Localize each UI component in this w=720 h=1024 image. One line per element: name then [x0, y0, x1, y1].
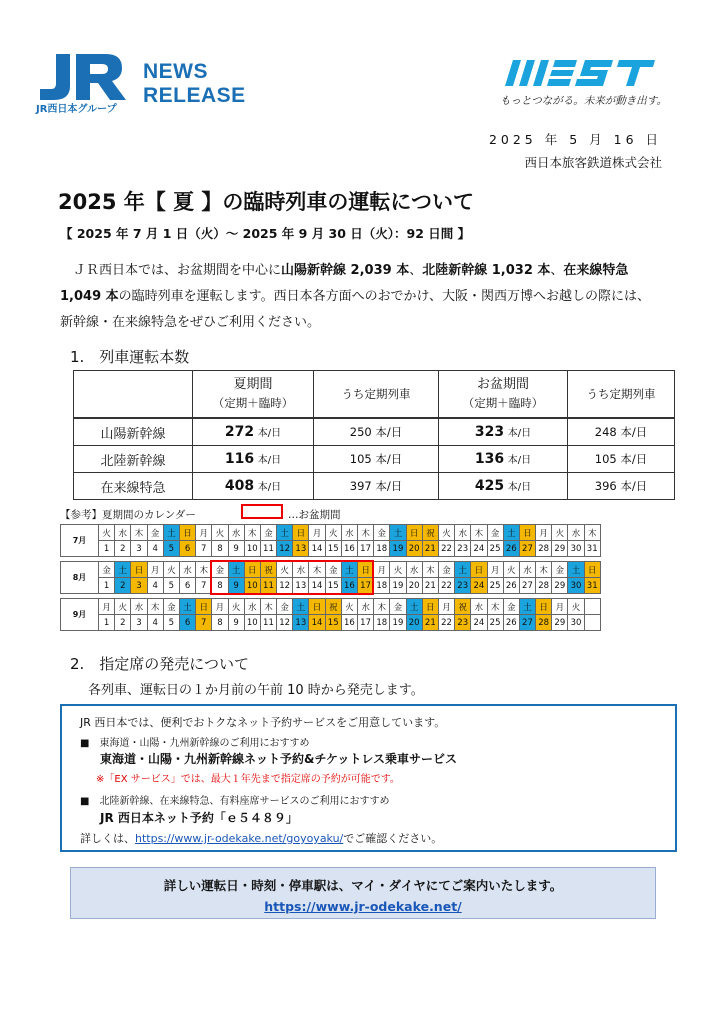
date-cell: 3 — [131, 615, 147, 631]
count-value: 272 — [224, 424, 255, 440]
count-unit: 本/日 — [257, 482, 282, 493]
date-cell: 8 — [212, 578, 228, 594]
summer-count — [193, 418, 314, 446]
table-corner — [74, 371, 193, 419]
weekday-cell: 月 — [552, 599, 568, 615]
weekday-cell: 月 — [536, 525, 552, 541]
intro-paragraph — [60, 258, 662, 336]
info-intro: JR 西日本では、便利でおトクなネット予約サービスをご用意しています。 — [80, 716, 446, 729]
date-cell: 8 — [212, 615, 228, 631]
date-cell: 2 — [115, 541, 131, 557]
date-cell: 30 — [568, 578, 584, 594]
obon-regular: 248 本/日 — [568, 418, 675, 446]
date-cell: 6 — [179, 578, 195, 594]
date-cell: 17 — [358, 615, 374, 631]
info-detail-pre: 詳しくは、 — [80, 832, 135, 845]
month-label: 9月 — [61, 599, 99, 631]
count-unit: 本/日 — [507, 455, 532, 466]
intro-bold: 在来線特急 1,049 本 — [60, 263, 629, 304]
date-cell: 18 — [374, 578, 390, 594]
weekday-cell: 日 — [244, 562, 260, 578]
weekday-cell: 火 — [99, 525, 115, 541]
weekday-cell: 水 — [131, 599, 147, 615]
date-cell: 14 — [309, 541, 325, 557]
date-cell: 6 — [179, 541, 195, 557]
date-cell: 22 — [438, 541, 454, 557]
page-title: 2025 年【 夏 】の臨時列車の運転について — [58, 190, 474, 214]
intro-text: 、 — [550, 263, 564, 278]
weekday-cell: 月 — [196, 525, 212, 541]
weekday-cell: 日 — [406, 525, 422, 541]
weekday-cell: 水 — [519, 562, 535, 578]
weekday-cell: 月 — [438, 599, 454, 615]
date-cell: 10 — [244, 578, 260, 594]
row-name: 北陸新幹線 — [74, 446, 193, 473]
weekday-cell: 金 — [390, 599, 406, 615]
col-sublabel: （定期＋臨時） — [212, 396, 294, 410]
weekday-cell: 日 — [519, 525, 535, 541]
date-cell: 3 — [131, 541, 147, 557]
weekday-cell: 土 — [519, 599, 535, 615]
summer-count — [193, 446, 314, 473]
intro-bold: 北陸新幹線 1,032 本 — [422, 263, 551, 278]
weekday-cell: 火 — [568, 599, 584, 615]
date-cell: 27 — [519, 541, 535, 557]
weekday-cell: 土 — [341, 562, 357, 578]
weekday-cell: 日 — [196, 599, 212, 615]
train-count-table — [73, 370, 675, 500]
date-cell: 21 — [422, 615, 438, 631]
date-cell: 14 — [309, 615, 325, 631]
date-cell: 6 — [179, 615, 195, 631]
table-row — [74, 446, 675, 473]
date-cell: 7 — [196, 578, 212, 594]
obon-regular: 396 本/日 — [568, 473, 675, 500]
count-unit: 本/日 — [507, 428, 532, 439]
empty-cell — [584, 599, 600, 615]
weekday-cell: 火 — [115, 599, 131, 615]
count-unit: 本/日 — [507, 482, 532, 493]
date-cell: 3 — [131, 578, 147, 594]
date-cell: 12 — [277, 578, 293, 594]
weekday-cell: 土 — [115, 562, 131, 578]
weekday-cell: 金 — [552, 562, 568, 578]
weekday-cell: 月 — [487, 562, 503, 578]
date-cell: 11 — [260, 615, 276, 631]
date-cell: 27 — [519, 615, 535, 631]
weekday-cell: 土 — [228, 562, 244, 578]
weekday-cell: 木 — [196, 562, 212, 578]
weekday-cell: 木 — [131, 525, 147, 541]
weekday-cell: 祝 — [260, 562, 276, 578]
date-cell: 11 — [260, 541, 276, 557]
date-cell: 1 — [99, 541, 115, 557]
date-cell: 1 — [99, 578, 115, 594]
date-cell: 20 — [406, 615, 422, 631]
date-cell: 24 — [471, 541, 487, 557]
my-diagram-banner — [70, 867, 656, 919]
date-cell: 23 — [455, 541, 471, 557]
weekday-cell: 土 — [455, 562, 471, 578]
col-obon — [439, 371, 568, 419]
banner-text: 詳しい運転日・時刻・停車駅は、マイ・ダイヤにてご案内いたします。 — [163, 878, 563, 893]
date-cell: 26 — [503, 615, 519, 631]
weekday-cell: 月 — [99, 599, 115, 615]
row-name: 山陽新幹線 — [74, 418, 193, 446]
date-cell: 9 — [228, 541, 244, 557]
weekday-cell: 木 — [471, 525, 487, 541]
weekday-cell: 火 — [325, 525, 341, 541]
obon-legend-box — [241, 504, 283, 519]
date-cell: 17 — [358, 541, 374, 557]
count-value: 408 — [224, 478, 255, 494]
date-cell: 4 — [147, 578, 163, 594]
weekday-cell: 水 — [471, 599, 487, 615]
weekday-cell: 日 — [293, 525, 309, 541]
date-cell: 19 — [390, 578, 406, 594]
weekday-cell: 土 — [406, 599, 422, 615]
weekday-cell: 日 — [179, 525, 195, 541]
date-cell: 7 — [196, 541, 212, 557]
date-cell: 29 — [552, 541, 568, 557]
date-cell: 20 — [406, 578, 422, 594]
weekday-cell: 日 — [131, 562, 147, 578]
col-label: 夏期間 — [233, 377, 273, 392]
date-cell: 10 — [244, 541, 260, 557]
weekday-cell: 金 — [438, 562, 454, 578]
count-value: 116 — [224, 451, 255, 467]
date-cell: 19 — [390, 541, 406, 557]
weekday-cell: 日 — [309, 599, 325, 615]
west-logo — [505, 58, 675, 92]
weekday-cell: 水 — [244, 599, 260, 615]
date-cell: 2 — [115, 578, 131, 594]
row-name: 在来線特急 — [74, 473, 193, 500]
news-line1: NEWS — [143, 60, 208, 83]
date-cell: 31 — [584, 541, 600, 557]
obon-count — [439, 418, 568, 446]
weekday-cell: 日 — [584, 562, 600, 578]
odekake-link[interactable]: https://www.jr-odekake.net/ — [264, 899, 462, 914]
weekday-cell: 金 — [260, 525, 276, 541]
date-cell: 5 — [163, 615, 179, 631]
weekday-cell: 祝 — [455, 599, 471, 615]
date-cell: 12 — [277, 541, 293, 557]
date-cell: 16 — [341, 615, 357, 631]
weekday-cell: 土 — [568, 562, 584, 578]
date-cell: 10 — [244, 615, 260, 631]
date-cell: 22 — [438, 578, 454, 594]
summer-regular: 250 本/日 — [314, 418, 439, 446]
col-label: お盆期間 — [476, 377, 529, 392]
weekday-cell: 火 — [228, 599, 244, 615]
date-cell: 1 — [99, 615, 115, 631]
count-unit: 本/日 — [257, 428, 282, 439]
section-heading-1: 1. 列車運転本数 — [70, 348, 190, 366]
summer-regular: 397 本/日 — [314, 473, 439, 500]
weekday-cell: 土 — [277, 525, 293, 541]
col-summer — [193, 371, 314, 419]
col-summer-regular: うち定期列車 — [314, 371, 439, 419]
weekday-cell: 水 — [228, 525, 244, 541]
weekday-cell: 祝 — [325, 599, 341, 615]
date-cell: 14 — [309, 578, 325, 594]
weekday-cell: 木 — [147, 599, 163, 615]
intro-text: ＪＲ西日本では、お盆期間を中心に — [73, 263, 282, 278]
weekday-cell: 木 — [260, 599, 276, 615]
jr-logo-text: JR西日本グループ — [36, 104, 117, 115]
weekday-cell: 祝 — [422, 525, 438, 541]
date-cell: 19 — [390, 615, 406, 631]
obon-count — [439, 473, 568, 500]
date-cell: 15 — [325, 578, 341, 594]
date-cell: 4 — [147, 541, 163, 557]
date-cell: 16 — [341, 578, 357, 594]
weekday-cell: 日 — [471, 562, 487, 578]
weekday-cell: 金 — [99, 562, 115, 578]
goyoyaku-link[interactable]: https://www.jr-odekake.net/goyoyaku/ — [135, 832, 344, 845]
table-row — [74, 418, 675, 446]
weekday-cell: 土 — [163, 525, 179, 541]
date-cell: 25 — [487, 615, 503, 631]
date-cell: 28 — [536, 541, 552, 557]
net-reservation-box — [60, 704, 677, 852]
date-cell: 30 — [568, 615, 584, 631]
section-heading-2: 2. 指定席の発売について — [70, 655, 250, 673]
release-date: 2025 年 5 月 16 日 — [488, 132, 662, 147]
weekday-cell: 水 — [293, 562, 309, 578]
weekday-cell: 水 — [406, 562, 422, 578]
count-value: 323 — [474, 424, 505, 440]
col-sublabel: （定期＋臨時） — [462, 396, 544, 410]
weekday-cell: 火 — [552, 525, 568, 541]
weekday-cell: 金 — [212, 562, 228, 578]
weekday-cell: 木 — [358, 525, 374, 541]
weekday-cell: 月 — [374, 562, 390, 578]
weekday-cell: 水 — [455, 525, 471, 541]
date-cell: 24 — [471, 615, 487, 631]
count-value: 136 — [474, 451, 505, 467]
weekday-cell: 土 — [179, 599, 195, 615]
info-item1-service: 東海道・山陽・九州新幹線ネット予約&チケットレス乗車サービス — [100, 752, 458, 766]
date-cell: 9 — [228, 615, 244, 631]
weekday-cell: 土 — [390, 525, 406, 541]
weekday-cell: 土 — [503, 525, 519, 541]
weekday-cell: 日 — [358, 562, 374, 578]
date-cell: 21 — [422, 541, 438, 557]
col-obon-regular: うち定期列車 — [568, 371, 675, 419]
date-cell: 15 — [325, 615, 341, 631]
jr-west-logo — [34, 52, 129, 118]
date-cell: 24 — [471, 578, 487, 594]
weekday-cell: 水 — [568, 525, 584, 541]
weekday-cell: 金 — [487, 525, 503, 541]
west-tagline: もっとつながる。未来が動き出す。 — [500, 95, 667, 107]
weekday-cell: 木 — [309, 562, 325, 578]
info-item1-small: ■ 東海道・山陽・九州新幹線のご利用におすすめ — [80, 738, 310, 749]
date-cell: 27 — [519, 578, 535, 594]
date-cell: 26 — [503, 578, 519, 594]
count-value: 425 — [474, 478, 505, 494]
weekday-cell: 木 — [422, 562, 438, 578]
date-cell: 21 — [422, 578, 438, 594]
news-line2: RELEASE — [143, 84, 246, 107]
info-detail-post: でご確認ください。 — [343, 832, 443, 845]
obon-regular: 105 本/日 — [568, 446, 675, 473]
date-cell: 5 — [163, 578, 179, 594]
date-cell: 11 — [260, 578, 276, 594]
weekday-cell: 日 — [422, 599, 438, 615]
date-cell: 26 — [503, 541, 519, 557]
weekday-cell: 火 — [277, 562, 293, 578]
weekday-cell: 月 — [309, 525, 325, 541]
weekday-cell: 木 — [584, 525, 600, 541]
weekday-cell: 月 — [212, 599, 228, 615]
date-cell: 23 — [455, 578, 471, 594]
summer-regular: 105 本/日 — [314, 446, 439, 473]
date-cell: 13 — [293, 615, 309, 631]
count-unit: 本/日 — [257, 455, 282, 466]
date-cell: 18 — [374, 615, 390, 631]
weekday-cell: 水 — [179, 562, 195, 578]
date-cell: 8 — [212, 541, 228, 557]
weekday-cell: 水 — [341, 525, 357, 541]
weekday-cell: 火 — [438, 525, 454, 541]
date-cell: 13 — [293, 578, 309, 594]
weekday-cell: 金 — [147, 525, 163, 541]
date-cell: 7 — [196, 615, 212, 631]
date-cell: 15 — [325, 541, 341, 557]
weekday-cell: 火 — [341, 599, 357, 615]
news-release-label — [143, 60, 246, 108]
date-cell: 17 — [358, 578, 374, 594]
weekday-cell: 火 — [163, 562, 179, 578]
obon-period-highlight — [210, 560, 374, 595]
weekday-cell: 火 — [390, 562, 406, 578]
date-cell: 18 — [374, 541, 390, 557]
month-label: 8月 — [61, 562, 99, 594]
date-cell: 4 — [147, 615, 163, 631]
calendar-month-9 — [60, 598, 601, 631]
date-cell: 22 — [438, 615, 454, 631]
calendar-month-7 — [60, 524, 601, 557]
weekday-cell: 火 — [503, 562, 519, 578]
date-cell: 23 — [455, 615, 471, 631]
weekday-cell: 木 — [374, 599, 390, 615]
weekday-cell: 火 — [212, 525, 228, 541]
weekday-cell: 金 — [325, 562, 341, 578]
weekday-cell: 水 — [358, 599, 374, 615]
date-cell: 30 — [568, 541, 584, 557]
obon-count — [439, 446, 568, 473]
date-cell: 28 — [536, 615, 552, 631]
weekday-cell: 木 — [536, 562, 552, 578]
intro-text: 、 — [409, 263, 423, 278]
intro-bold: 山陽新幹線 2,039 本 — [281, 263, 410, 278]
period-text: 【 2025 年 7 月 1 日（火）～ 2025 年 9 月 30 日（火）：92 日間 】 — [60, 226, 471, 241]
weekday-cell: 水 — [115, 525, 131, 541]
obon-legend-label: …お盆期間 — [288, 509, 341, 521]
date-cell: 12 — [277, 615, 293, 631]
date-cell: 20 — [406, 541, 422, 557]
date-cell: 13 — [293, 541, 309, 557]
weekday-cell: 土 — [293, 599, 309, 615]
summer-count — [193, 473, 314, 500]
date-cell: 29 — [552, 578, 568, 594]
date-cell: 16 — [341, 541, 357, 557]
date-cell: 2 — [115, 615, 131, 631]
info-item2-small: ■ 北陸新幹線、在来線特急、有料座席サービスのご利用におすすめ — [80, 796, 390, 807]
date-cell: 9 — [228, 578, 244, 594]
info-item2-small-text: 北陸新幹線、在来線特急、有料座席サービスのご利用におすすめ — [99, 796, 390, 807]
weekday-cell: 木 — [487, 599, 503, 615]
date-cell: 28 — [536, 578, 552, 594]
weekday-cell: 金 — [374, 525, 390, 541]
month-label: 7月 — [61, 525, 99, 557]
weekday-cell: 金 — [277, 599, 293, 615]
date-cell: 29 — [552, 615, 568, 631]
info-item1-small-text: 東海道・山陽・九州新幹線のご利用におすすめ — [99, 738, 310, 749]
calendar-reference-label: 【参考】夏期間のカレンダー — [60, 509, 196, 521]
date-cell: 25 — [487, 541, 503, 557]
info-item1-note: ※「EX サービス」では、最大１年先まで指定席の予約が可能です。 — [96, 774, 400, 785]
weekday-cell: 月 — [147, 562, 163, 578]
empty-cell — [584, 615, 600, 631]
info-item2-service: JR 西日本ネット予約「ｅ５４８９」 — [100, 811, 298, 825]
weekday-cell: 金 — [503, 599, 519, 615]
info-detail — [80, 830, 442, 846]
section2-text: 各列車、運転日の１か月前の午前 10 時から発売します。 — [88, 683, 424, 698]
company-name: 西日本旅客鉄道株式会社 — [524, 155, 662, 170]
intro-text: の臨時列車を運転します。西日本各方面へのおでかけ、大阪・関西万博へお越しの際には、新幹線・在来線特急をぜひご利用ください。 — [60, 289, 650, 330]
date-cell: 31 — [584, 578, 600, 594]
weekday-cell: 日 — [536, 599, 552, 615]
weekday-cell: 木 — [244, 525, 260, 541]
date-cell: 25 — [487, 578, 503, 594]
table-row — [74, 473, 675, 500]
weekday-cell: 金 — [163, 599, 179, 615]
date-cell: 5 — [163, 541, 179, 557]
